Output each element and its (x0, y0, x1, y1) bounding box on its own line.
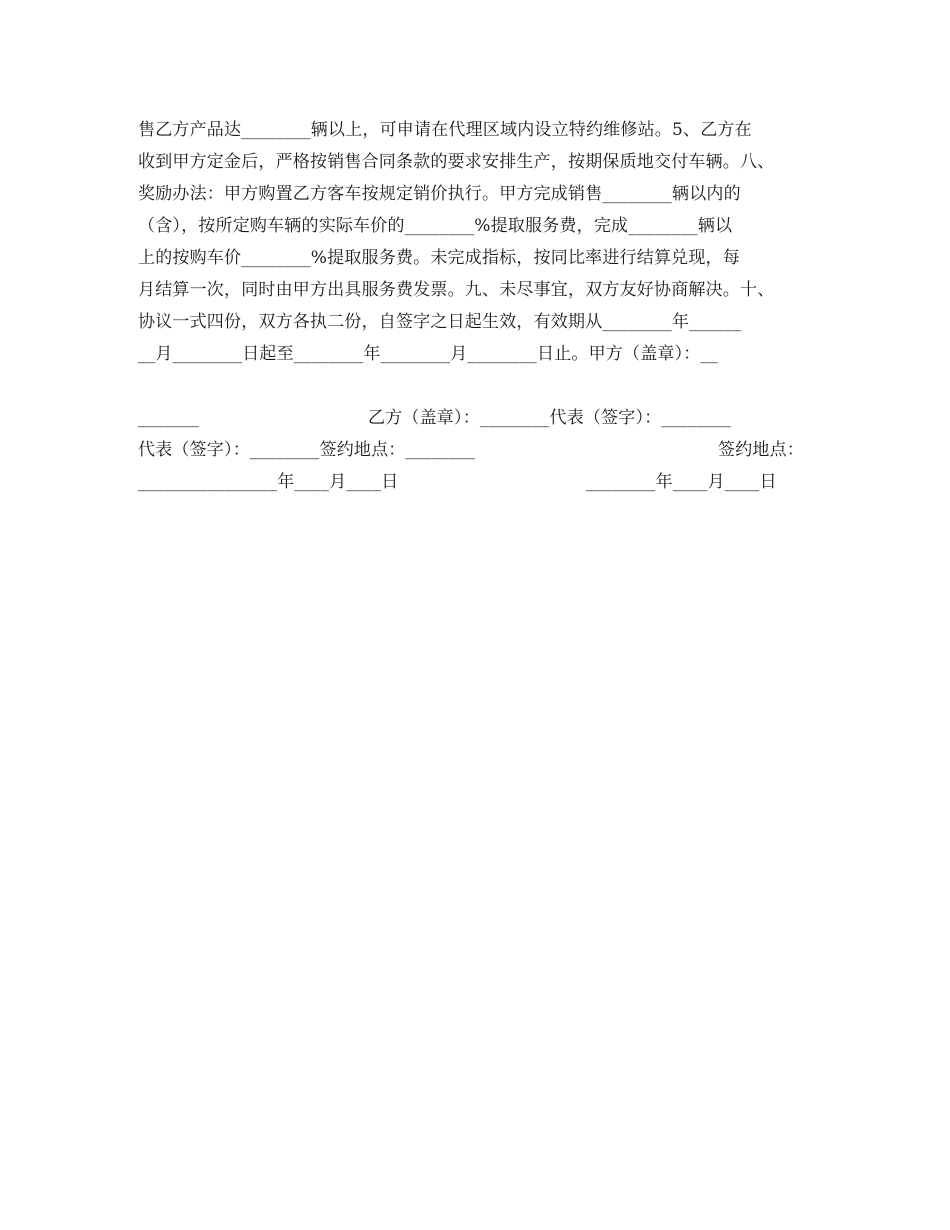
party-a-representative-location: 代表（签字）：________签约地点：________ (138, 440, 476, 460)
text-line-4: （含），按所定购车辆的实际车价的________%提取服务费，完成________辆以 (138, 216, 733, 236)
party-a-date: ________________年____月____日 (138, 472, 399, 492)
party-b-seal-representative: 乙方（盖章）：________代表（签字）：________ (368, 408, 731, 428)
text-line-6: 月结算一次，同时由甲方出具服务费发票。九、未尽事宜，双方友好协商解决。十、 (138, 280, 775, 300)
party-b-location-label: 签约地点： (718, 440, 804, 460)
text-line-7: 协议一式四份，双方各执二份，自签字之日起生效，有效期从________年______ (138, 312, 742, 332)
text-line-2: 收到甲方定金后，严格按销售合同条款的要求安排生产，按期保质地交付车辆。八、 (138, 152, 775, 172)
party-a-seal-blank: _______ (138, 408, 199, 428)
party-b-date: ________年____月____日 (586, 472, 777, 492)
text-line-3: 奖励办法：甲方购置乙方客车按规定销价执行。甲方完成销售________辆以内的 (138, 184, 741, 204)
text-line-8: __月________日起至________年________月________日止。甲方（盖章）：__ (138, 344, 718, 364)
text-line-5: 上的按购车价________%提取服务费。未完成指标，按同比率进行结算兑现，每 (138, 248, 740, 268)
text-line-1: 售乙方产品达________辆以上，可申请在代理区域内设立特约维修站。5、乙方在 (138, 120, 752, 140)
